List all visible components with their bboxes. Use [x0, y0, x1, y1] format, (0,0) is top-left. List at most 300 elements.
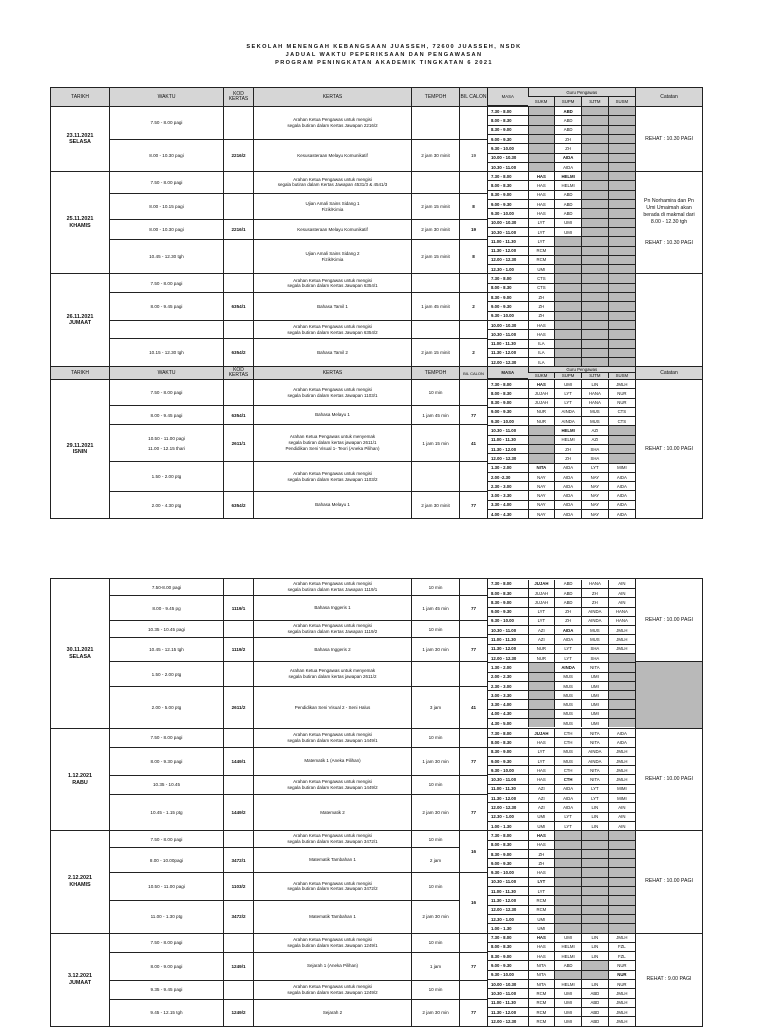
masa-row [488, 209, 635, 218]
pengawas-cell [528, 709, 555, 718]
pengawas-cell: LYT [528, 237, 555, 246]
pengawas-cell: AIDA [608, 472, 635, 481]
masa-row [488, 1007, 635, 1016]
masa-time: 8.30 - 9.00 [488, 849, 528, 858]
pengawas-cell: AIN [608, 598, 635, 607]
pengawas-cell: UMI [582, 672, 609, 681]
masa-time: 8.30 - 9.00 [488, 398, 528, 407]
waktu-cell: 10.45 - 1.15 ptg [110, 794, 224, 831]
masa-subtable [488, 380, 635, 518]
waktu-cell: 8.00 - 9.45 pagi [110, 406, 224, 425]
pengawas-cell: RCM [528, 905, 555, 914]
pengawas-cell [582, 190, 609, 199]
pengawas-cell: JUJAH [528, 389, 555, 398]
pengawas-cell: JMLH [608, 626, 635, 635]
date: 25.11.2021 [66, 216, 94, 223]
col-kod: KOD KERTAS [224, 367, 254, 380]
pengawas-cell: MIMI [608, 794, 635, 803]
col-sukm: SUKM [534, 98, 548, 104]
masa-time: 12.00 - 12.30 [488, 803, 528, 812]
pengawas-cell: ZH [555, 607, 582, 616]
pengawas-cell: RCM [528, 998, 555, 1007]
pengawas-cell [608, 663, 635, 672]
pengawas-cell [555, 914, 582, 923]
col-sjtm: SJTM [582, 97, 609, 106]
masa-subtable [488, 934, 635, 1026]
pengawas-cell: ABD [555, 580, 582, 589]
masa-time: 11.00 - 11.30 [488, 784, 528, 793]
masa-row [488, 766, 635, 775]
kod-cell: 3472/1 [224, 848, 254, 873]
kertas-line: Arahan Ketua Pengawas untuk mengisi [293, 470, 372, 476]
pengawas-cell: AINDA [555, 663, 582, 672]
pengawas-cell: HELMI [555, 172, 582, 181]
pengawas-cell [582, 924, 609, 933]
masa-time: 11.30 - 12.00 [488, 444, 528, 453]
waktu-cell: 8.00 - 10.00pagi [110, 848, 224, 873]
pengawas-cell: HANA [608, 607, 635, 616]
pengawas-cell: AIDA [555, 482, 582, 491]
masa-row [488, 200, 635, 209]
waktu-cell: 10.50 - 11.00 pagi [110, 873, 224, 900]
pengawas-cell: UMI [555, 934, 582, 943]
masa-time: 3.30 - 4.00 [488, 700, 528, 709]
bil-cell: 77 [460, 999, 488, 1026]
masa-row [488, 663, 635, 672]
pengawas-cell [608, 227, 635, 236]
pengawas-cell: MUS [555, 691, 582, 700]
pengawas-cell: AIDA [555, 472, 582, 481]
kertas-line: Arahan Ketua Pengawas untuk mengisi [293, 277, 372, 283]
pengawas-cell: HAS [528, 840, 555, 849]
bil-cell: 19 [460, 220, 488, 239]
pengawas-cell [582, 339, 609, 348]
pengawas-cell [582, 302, 609, 311]
kertas-line: Ujian Amali Sains Sidang 2 [305, 250, 360, 256]
masa-subtable [488, 831, 635, 932]
col-bil: BIL CALON [460, 367, 488, 380]
pengawas-cell [582, 209, 609, 218]
pengawas-cell [582, 116, 609, 125]
masa-row [488, 274, 635, 283]
pengawas-cell: AIDA [555, 635, 582, 644]
masa-time: 10.30 - 11.00 [488, 426, 528, 435]
pengawas-cell: UMI [528, 821, 555, 830]
date: 1.12.2021 [68, 773, 92, 780]
pengawas-cell: AZI [528, 635, 555, 644]
pengawas-cell: CTH [555, 729, 582, 738]
kertas-cell [254, 107, 412, 140]
pengawas-cell [555, 859, 582, 868]
kertas-cell [254, 379, 412, 405]
masa-time: 2.30 - 3.00 [488, 482, 528, 491]
masa-row [488, 311, 635, 320]
col-masa: MASA [488, 367, 528, 378]
pengawas-cell: LIN [582, 942, 609, 951]
pengawas-cell: ZH [528, 311, 555, 320]
pengawas-cell [555, 274, 582, 283]
pengawas-cell: JUJAH [528, 580, 555, 589]
day: SELASA [69, 139, 91, 146]
date-cell [51, 274, 110, 367]
masa-row [488, 700, 635, 709]
pengawas-cell: SHA [582, 444, 609, 453]
pengawas-cell: UMI [555, 998, 582, 1007]
masa-grid [488, 379, 636, 518]
masa-time: 8.00 - 8.30 [488, 283, 528, 292]
masa-row [488, 172, 635, 181]
masa-time: 1.00 - 1.30 [491, 925, 512, 931]
bil-cell: 41 [460, 687, 488, 729]
tempoh-cell: 1 jam 45 min [412, 406, 460, 425]
pengawas-cell: UMI [528, 924, 555, 933]
pengawas-cell [555, 896, 582, 905]
kod-cell: 6354/1 [224, 293, 254, 321]
pengawas-cell [528, 107, 555, 116]
pengawas-cell: CTH [555, 766, 582, 775]
tempoh-cell: 2 jam [412, 848, 460, 873]
pengawas-cell: MUS [582, 407, 609, 416]
pengawas-cell: JMLH [608, 756, 635, 765]
bil-cell: 77 [460, 596, 488, 621]
pengawas-cell [608, 691, 635, 700]
pengawas-cell: NITA [582, 738, 609, 747]
pengawas-cell [555, 293, 582, 302]
masa-grid [488, 107, 636, 172]
waktu-cell: 8.00 - 9.00 pagi [110, 952, 224, 980]
pengawas-cell: HELMI [555, 435, 582, 444]
col-tempoh: TEMPOH [412, 88, 460, 107]
pengawas-cell: UMI [555, 989, 582, 998]
pengawas-cell: ZH [555, 144, 582, 153]
pengawas-cell [528, 691, 555, 700]
masa-time: 10.30 - 11.00 [488, 775, 528, 784]
pengawas-cell [555, 237, 582, 246]
col-masa-guru [488, 367, 636, 380]
table-row [51, 729, 703, 748]
masa-row [488, 896, 635, 905]
tempoh-cell: 2 jam 30 minit [412, 139, 460, 172]
masa-time: 12.00 - 12.30 [488, 255, 528, 264]
pengawas-cell [608, 265, 635, 274]
masa-time: 12.30 - 1.00 [488, 812, 528, 821]
pengawas-cell [582, 237, 609, 246]
masa-row [488, 218, 635, 227]
pengawas-cell: NUR [608, 980, 635, 989]
pengawas-cell: NUR [528, 654, 555, 663]
pengawas-cell [555, 320, 582, 329]
pengawas-cell [555, 265, 582, 274]
pengawas-cell [555, 302, 582, 311]
masa-time: 10.00 - 10.30 [488, 980, 528, 989]
day: RABU [72, 779, 88, 786]
masa-time: 12.30 - 1.00 [488, 914, 528, 923]
masa-time: 7.30 - 8.00 [488, 580, 528, 589]
kertas-line: segala butiran dalam Kertas Jawapan 1119/1 [287, 587, 378, 592]
kertas-cell [254, 321, 412, 339]
pengawas-cell: RCM [528, 255, 555, 264]
pengawas-cell: AZI [528, 794, 555, 803]
masa-row [488, 794, 635, 803]
pengawas-cell: UMI [582, 709, 609, 718]
pengawas-cell [608, 181, 635, 190]
masa-row [488, 784, 635, 793]
kertas-line: segala butiran dalam kertas jawapan 2611/1 [288, 440, 377, 446]
pengawas-cell [582, 358, 609, 367]
pengawas-cell: LYT [555, 654, 582, 663]
pengawas-cell [528, 426, 555, 435]
pengawas-cell: NUR [528, 407, 555, 416]
masa-row [488, 840, 635, 849]
pengawas-cell: UMI [582, 691, 609, 700]
pengawas-cell: HELMI [555, 952, 582, 961]
pengawas-cell: AIDA [555, 784, 582, 793]
pengawas-cell: MUS [555, 719, 582, 728]
day: JUMAAT [68, 979, 92, 986]
pengawas-cell: AIDA [555, 162, 582, 171]
pengawas-cell: JUJAH [528, 588, 555, 597]
pengawas-cell: ABD [555, 107, 582, 116]
pengawas-cell: AIDA [608, 510, 635, 519]
pengawas-cell: HAS [528, 952, 555, 961]
pengawas-cell [582, 172, 609, 181]
pengawas-cell: NITA [582, 775, 609, 784]
pengawas-cell: NAY [582, 472, 609, 481]
pengawas-cell: ABD [555, 598, 582, 607]
pengawas-cell: ABD [582, 1007, 609, 1016]
masa-row [488, 859, 635, 868]
waktu-cell: 9.45 - 12.15 tgh [110, 999, 224, 1026]
pengawas-cell: AZI [582, 435, 609, 444]
masa-row [488, 237, 635, 246]
pengawas-cell [582, 107, 609, 116]
col-waktu: WAKTU [110, 88, 224, 107]
pengawas-cell: ABD [582, 1017, 609, 1026]
masa-time: 11.00 - 11.30 [488, 998, 528, 1007]
pengawas-cell: AIN [608, 812, 635, 821]
pengawas-cell: HAS [528, 380, 555, 389]
pengawas-cell: UMI [555, 1007, 582, 1016]
kertas-line: segala butiran dalam Kertas Jawapan 1249/2 [287, 989, 378, 995]
pengawas-cell: AIDA [555, 510, 582, 519]
masa-row [488, 125, 635, 134]
kertas-cell [254, 193, 412, 220]
kod-cell: 6354/2 [224, 339, 254, 367]
pengawas-cell: LIN [582, 980, 609, 989]
masa-time: 2.00 -2.30 [488, 472, 528, 481]
date: 29.11.2021 [66, 442, 94, 449]
pengawas-cell [582, 274, 609, 283]
bil-cell: 2 [460, 339, 488, 367]
pengawas-cell [608, 274, 635, 283]
masa-time: 9.00 - 9.30 [488, 607, 528, 616]
pengawas-cell [608, 859, 635, 868]
pengawas-cell [555, 924, 582, 933]
pengawas-cell: LYT [555, 812, 582, 821]
pengawas-cell: HANA [582, 580, 609, 589]
pengawas-cell: LIN [582, 934, 609, 943]
kertas-line: segala butiran dalam Kertas Jawapan 1249/1 [287, 942, 378, 948]
masa-row [488, 812, 635, 821]
pengawas-cell [608, 144, 635, 153]
pengawas-cell [555, 255, 582, 264]
pengawas-cell [528, 663, 555, 672]
pengawas-cell [555, 358, 582, 367]
pengawas-cell: ZH [528, 302, 555, 311]
pengawas-cell [608, 709, 635, 718]
pengawas-cell: ZH [582, 588, 609, 597]
pengawas-cell [582, 265, 609, 274]
pengawas-cell: AINDA [582, 607, 609, 616]
col-susm: SUSM [608, 373, 635, 379]
pengawas-cell: NUR [608, 389, 635, 398]
masa-row [488, 644, 635, 653]
col-guru: Guru Pengawas [528, 367, 635, 373]
pengawas-cell: AINDA [555, 407, 582, 416]
masa-row [488, 293, 635, 302]
pengawas-cell: ILA [528, 339, 555, 348]
pengawas-cell: NAY [582, 500, 609, 509]
pengawas-cell: NUR [528, 644, 555, 653]
pengawas-cell: NUR [608, 961, 635, 970]
date-cell [51, 172, 110, 274]
pengawas-cell [608, 107, 635, 116]
masa-row [488, 934, 635, 943]
waktu-cell: 7.50 - 8.00 pagi [110, 379, 224, 405]
pengawas-cell [608, 426, 635, 435]
pengawas-cell: AINDA [582, 756, 609, 765]
pengawas-cell: CTS [608, 407, 635, 416]
tempoh-cell: 1 jam 15 min [412, 424, 460, 461]
bil-cell: 8 [460, 239, 488, 274]
pengawas-cell: LYT [528, 607, 555, 616]
pengawas-cell [582, 905, 609, 914]
pengawas-cell [608, 237, 635, 246]
pengawas-cell [582, 970, 609, 979]
masa-row [488, 775, 635, 784]
masa-row [488, 454, 635, 463]
pengawas-cell [608, 896, 635, 905]
kertas-line: Arahan Ketua Pengawas untuk mengisi [293, 732, 372, 738]
masa-row [488, 482, 635, 491]
pengawas-cell: AIDA [555, 153, 582, 162]
pengawas-cell [555, 877, 582, 886]
pengawas-cell [582, 255, 609, 264]
pengawas-cell: SHA [582, 644, 609, 653]
kertas-cell [254, 172, 412, 193]
kod-cell: 6354/1 [224, 406, 254, 425]
waktu-cell [110, 424, 224, 461]
date-cell [51, 933, 110, 1026]
tempoh-cell: 10 min [412, 621, 460, 638]
tempoh-cell: 2 jam 30 minit [412, 220, 460, 239]
masa-time: 8.30 - 9.00 [488, 293, 528, 302]
pengawas-cell: HAS [528, 330, 555, 339]
waktu-cell: 9.35 - 9.45 pagi [110, 980, 224, 999]
waktu-cell: 10.35 - 10.45 [110, 775, 224, 794]
masa-row [488, 472, 635, 481]
col-supm: SUPM [555, 97, 582, 106]
pengawas-cell: CTS [608, 417, 635, 426]
pengawas-cell [555, 905, 582, 914]
pengawas-cell: NAY [528, 472, 555, 481]
kertas-cell: Bahasa Inggeris 2 [254, 638, 412, 662]
kertas-line: Arahan Ketua Pengawas untuk mengisi [293, 833, 372, 839]
pengawas-cell [582, 283, 609, 292]
waktu-cell: 1.50 - 2.00 ptg [110, 662, 224, 687]
pengawas-cell: HELMI [555, 942, 582, 951]
masa-time: 11.00 - 11.30 [488, 887, 528, 896]
pengawas-cell [555, 311, 582, 320]
pengawas-cell: AIN [608, 803, 635, 812]
bil-cell: 16 [460, 873, 488, 933]
pengawas-cell: ABD [582, 989, 609, 998]
masa-time: 12.00 - 12.30 [488, 654, 528, 663]
kertas-line: Arahan Ketua Pengawas untuk menyemak [289, 668, 376, 674]
pengawas-cell [608, 311, 635, 320]
kertas-cell [254, 579, 412, 596]
pengawas-cell [528, 672, 555, 681]
masa-time: 12.00 - 12.30 [488, 454, 528, 463]
pengawas-cell: LYT [555, 398, 582, 407]
masa-time: 11.30 - 12.00 [488, 644, 528, 653]
masa-row [488, 905, 635, 914]
pengawas-cell: HAS [528, 190, 555, 199]
kertas-cell: Bahasa Inggeris 1 [254, 596, 412, 621]
masa-time: 10.00 - 10.30 [488, 320, 528, 329]
masa-time: 8.00 - 8.30 [488, 738, 528, 747]
col-sjtm: SJTM [582, 373, 609, 379]
pengawas-cell [582, 125, 609, 134]
pengawas-cell: UMI [555, 218, 582, 227]
pengawas-cell: JMLH [608, 380, 635, 389]
pengawas-cell: LYT [528, 218, 555, 227]
masa-row [488, 672, 635, 681]
table-header [51, 88, 703, 107]
masa-row [488, 320, 635, 329]
masa-row [488, 607, 635, 616]
pengawas-cell: HAS [528, 766, 555, 775]
masa-time: 7.30 - 8.00 [488, 172, 528, 181]
pengawas-cell: RCM [528, 989, 555, 998]
masa-time: 10.30 - 11.00 [488, 227, 528, 236]
kertas-cell: Bahasa Melayu 1 [254, 491, 412, 518]
pengawas-cell [555, 849, 582, 858]
masa-time: 8.00 - 8.30 [488, 840, 528, 849]
pengawas-cell: LIN [582, 803, 609, 812]
pengawas-cell: LYT [528, 887, 555, 896]
masa-time: 3.30 - 4.00 [488, 500, 528, 509]
pengawas-cell: UMI [528, 914, 555, 923]
masa-row [488, 330, 635, 339]
pengawas-cell: JMLH [608, 1017, 635, 1026]
waktu-cell: 7.50 - 8.00 pagi [110, 274, 224, 293]
masa-row [488, 107, 635, 116]
pengawas-cell: MUS [555, 756, 582, 765]
kertas-cell [254, 873, 412, 900]
pengawas-cell: MUS [582, 626, 609, 635]
kertas-cell [254, 239, 412, 274]
pengawas-cell: ABD [555, 116, 582, 125]
pengawas-cell: JMLH [608, 998, 635, 1007]
kertas-cell: Kesusasteraan Melayu Komunikatif [254, 220, 412, 239]
pengawas-cell: JMLH [608, 989, 635, 998]
catatan-note [636, 172, 703, 274]
masa-time: 9.30 - 10.00 [488, 311, 528, 320]
pengawas-cell: JMLH [608, 644, 635, 653]
pengawas-cell [582, 831, 609, 840]
col-kod: KOD KERTAS [224, 88, 254, 107]
